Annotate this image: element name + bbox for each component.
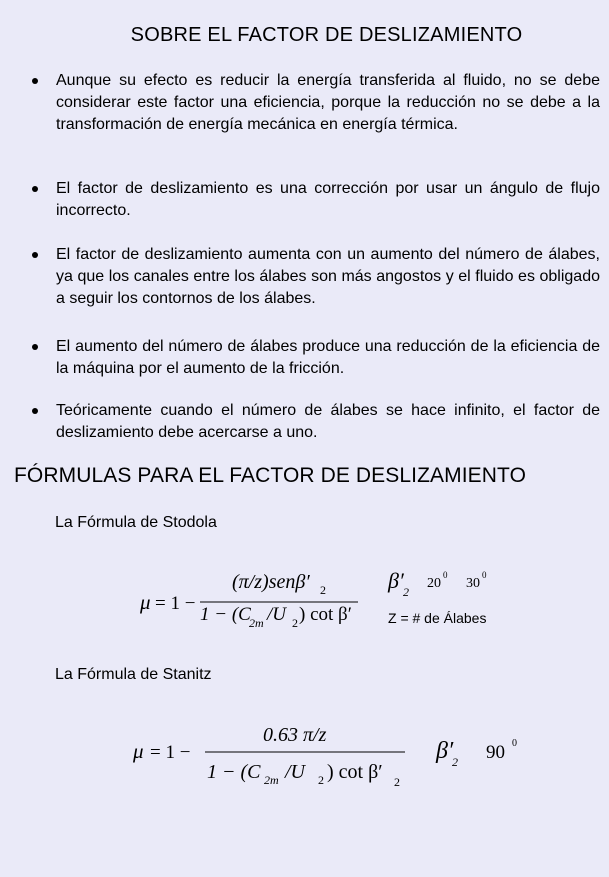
range-low-degree: 0 <box>443 570 448 580</box>
bullet-text: El factor de deslizamiento es una corrección por usar un ángulo de flujo incorrecto. <box>56 180 600 219</box>
mu-symbol: μ <box>140 590 151 614</box>
page-title: SOBRE EL FACTOR DE DESLIZAMIENTO <box>130 24 523 46</box>
bullet-text: Teóricamente cuando el número de álabes se hace infinito, el factor de deslizamiento debe acercarse a uno. <box>56 402 600 441</box>
bullet-text: El aumento del número de álabes produce una reducción de la eficiencia de la máquina por el aumento de la fricción. <box>56 338 600 377</box>
numerator-term: 0.63 π/z <box>263 724 327 746</box>
bullet-text: Aunque su efecto es reducir la energía transferida al fluido, no se debe considerar este factor una eficiencia, porque la reducción no se debe a la transformación de energía mecánica en energía térmica. <box>56 72 600 133</box>
equals-one-minus: = 1 − <box>150 742 191 763</box>
range-beta-subscript: 2 <box>403 585 409 599</box>
range-beta-subscript: 2 <box>452 755 458 769</box>
bullet-text: El factor de deslizamiento aumenta con un aumento del número de álabes, ya que los canales entre los álabes son más angostos y el fluido es obligado a seguir los contornos de los álabes. <box>56 246 600 307</box>
range-value: 90 <box>486 742 505 763</box>
numerator-subscript: 2 <box>320 583 326 597</box>
range-high: 30 <box>466 576 480 591</box>
denominator-sub-2m: 2m <box>264 773 279 787</box>
range-value-degree: 0 <box>512 738 517 749</box>
range-low: 20 <box>427 576 441 591</box>
range-beta: β′ <box>436 738 454 764</box>
equals-one-minus: = 1 − <box>155 593 196 614</box>
denominator-part-a: 1 − (C <box>200 604 251 625</box>
denominator-part-b: /U <box>285 761 305 783</box>
denominator-sub-2m: 2m <box>249 616 264 630</box>
formulas-heading: FÓRMULAS PARA EL FACTOR DE DESLIZAMIENTO <box>14 464 526 487</box>
denominator-sub-3: 2 <box>394 775 400 789</box>
denominator-sub-2: 2 <box>292 616 298 630</box>
denominator-part-a: 1 − (C <box>207 761 261 783</box>
blade-count-note: Z = # de Álabes <box>388 610 487 626</box>
range-beta: β′ <box>388 568 404 593</box>
denominator-part-c: ) cot β′ <box>299 604 352 625</box>
range-high-degree: 0 <box>482 570 487 580</box>
stodola-label: La Fórmula de Stodola <box>55 514 217 531</box>
stanitz-formula <box>132 724 517 789</box>
denominator-sub-2: 2 <box>318 773 324 787</box>
denominator-part-b: /U <box>267 604 286 625</box>
stanitz-label: La Fórmula de Stanitz <box>55 666 212 683</box>
mu-symbol: μ <box>133 739 144 763</box>
numerator-term: (π/z)senβ′ <box>232 571 310 593</box>
denominator-part-c: ) cot β′ <box>327 761 383 783</box>
